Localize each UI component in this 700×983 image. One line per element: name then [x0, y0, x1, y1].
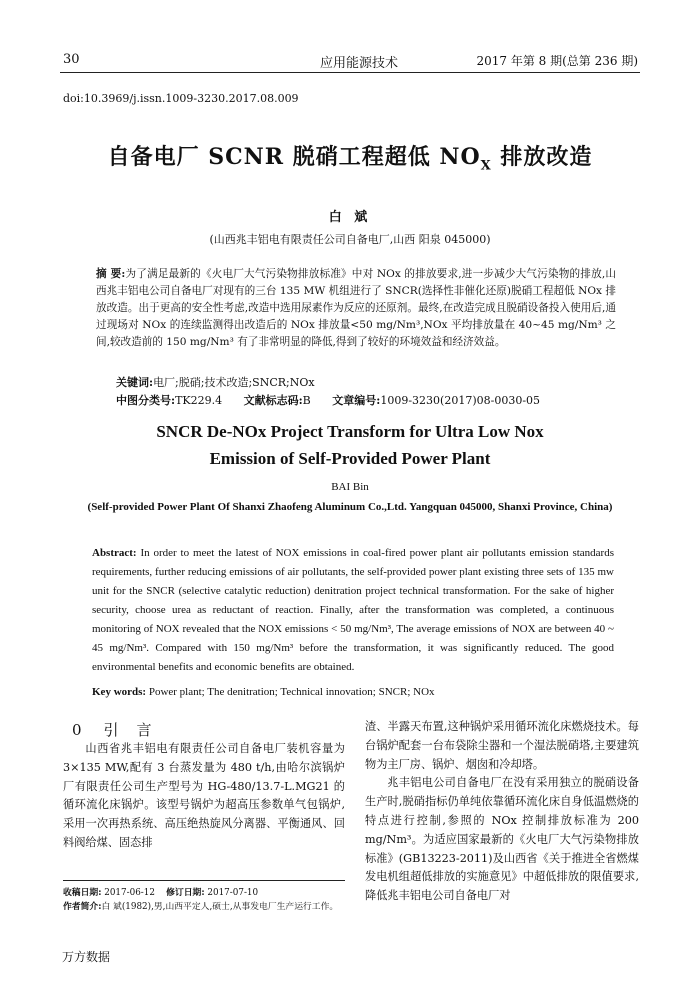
title-en-line2: Emission of Self-Provided Power Plant — [209, 449, 491, 468]
footnote-dates — [63, 886, 353, 900]
title-cn-before: 自备电厂 SCNR 脱硝工程超低 NO — [107, 144, 481, 170]
keywords-en-text: Power plant; The denitration; Technical innovation; SNCR; NOx — [148, 686, 435, 698]
doc-label: 文献标志码: — [243, 394, 303, 407]
article-label: 文章编号: — [332, 394, 381, 407]
abstract-cn-text: 为了满足最新的《火电厂大气污染物排放标准》中对 NOx 的排放要求,进一步减少大气污染物的排放,山西兆丰铝电公司自备电厂对现有的三台 135 MW 机组进行了 SNCR(选择性非催化还原)脱硝工程超低 NOx 排放改造。出于更高的安全性考虑,改造中选用尿素作为反应的还原剂。最终,在改造完成且脱硝设备投入使用后,通过现场对 NOx 的连续监测得出改造后的 NOx 排放量<50 mg/Nm³,NOx 平均排放量在 40~45 mg/Nm³ 之间,较改造前的 150 mg/Nm³ 有了非常明显的降低,得到了较好的环境效益和经济效益。 — [96, 268, 616, 348]
title-cn-subscript: X — [480, 158, 492, 174]
title-chinese — [0, 140, 700, 173]
author-chinese: 白 斌 — [328, 210, 372, 225]
affiliation-english: (Self-provided Power Plant Of Shanxi Zhaofeng Aluminum Co.,Ltd. Yangquan 045000, Shanxi Province, China) — [87, 501, 613, 513]
keywords-en-label: Key words: — [92, 686, 147, 698]
title-english — [0, 418, 700, 472]
keywords-english — [92, 686, 435, 698]
body-paragraph: 渣、半露天布置,这种锅炉采用循环流化床燃烧技术。每台锅炉配套一台布袋除尘器和一个湿法脱硝塔,主要建筑物为主厂房、锅炉、烟囱和冷却塔。 — [365, 720, 639, 771]
body-right-column — [365, 718, 639, 906]
clc-value: TK229.4 — [175, 394, 223, 407]
abstract-cn-label: 摘 要: — [96, 268, 126, 280]
header-rule — [60, 72, 640, 73]
title-cn-after: 排放改造 — [491, 144, 593, 170]
classification-line — [116, 392, 616, 408]
abstract-en-label: Abstract: — [92, 547, 137, 559]
received-date: 2017-06-12 — [104, 888, 155, 898]
section-title: 引言 — [103, 721, 170, 739]
author-english: BAI Bin — [331, 481, 369, 493]
abstract-english — [92, 544, 614, 677]
bio-text: 白 斌(1982),男,山西平定人,硕士,从事发电厂生产运行工作。 — [101, 902, 339, 912]
article-value: 1009-3230(2017)08-0030-05 — [380, 394, 541, 407]
footnote-rule — [63, 880, 345, 881]
revised-label: 修订日期: — [166, 888, 205, 898]
abstract-en-text: In order to meet the latest of NOX emissions in coal-fired power plant air pollutants emission standards requirements, further reducing emissions of air pollutants, the self-provided power plant existing three sets of 135 mw unit for the SNCR (selective catalytic reduction) denitration project technical transformation. For the sake of higher security, choose urea as reductant of reaction. Finally, after the transformation was completed, a continuous monitoring of NOX revealed that the NOX emissions < 50 mg/Nm³, The average emissions of NOX are between 40 ~ 45 mg/Nm³. Compared with 150 mg/Nm³ before the transformation, it was significantly reduced. The good environmental benefits and economic benefits are obtained. — [92, 547, 614, 673]
watermark: 万方数据 — [62, 950, 111, 964]
issue-info: 2017 年第 8 期(总第 236 期) — [476, 54, 638, 68]
page-number: 30 — [63, 52, 80, 67]
revised-date: 2017-07-10 — [207, 888, 259, 898]
article-number — [332, 392, 540, 408]
journal-name: 应用能源技术 — [320, 56, 399, 71]
section-heading-introduction — [72, 719, 170, 740]
clc-number — [116, 392, 222, 408]
document-code — [244, 392, 311, 408]
doi[interactable]: doi:10.3969/j.issn.1009-3230.2017.08.009 — [63, 92, 299, 105]
keywords-cn-text: 电厂;脱硝;技术改造;SNCR;NOx — [153, 376, 315, 389]
body-paragraph: 山西省兆丰铝电有限责任公司自备电厂装机容量为 3×135 MW,配有 3 台蒸发量为 480 t/h,由哈尔滨锅炉厂有限责任公司生产型号为 HG-480/13.7-L.MG21 的循环流化床锅炉。该型号锅炉为超高压参数单气包锅炉,采用一次再热系统、高压绝热旋风分离器、平衡通风、回料阀给煤、固态排 — [63, 742, 345, 849]
title-en-line1: SNCR De-NOx Project Transform for Ultra Low Nox — [156, 422, 544, 441]
received-label: 收稿日期: — [63, 888, 102, 898]
footnote-author-bio — [63, 900, 353, 914]
clc-label: 中图分类号: — [116, 394, 176, 407]
abstract-chinese — [96, 266, 616, 351]
keywords-cn-label: 关键词: — [116, 376, 154, 389]
keywords-chinese — [116, 374, 315, 390]
bio-label: 作者简介: — [63, 902, 102, 912]
doc-value: B — [302, 394, 311, 407]
section-number: 0 — [72, 721, 82, 739]
affiliation-chinese: (山西兆丰铝电有限责任公司自备电厂,山西 阳泉 045000) — [209, 233, 491, 246]
body-left-column — [63, 740, 345, 853]
body-paragraph: 兆丰铝电公司自备电厂在没有采用独立的脱硝设备生产时,脱硝指标仍单纯依靠循环流化床自身低温燃烧的特点进行控制,参照的 NOx 控制排放标准为 200 mg/Nm³。为适应国家最新的《火电厂大气污染物排放标准》(GB13223-2011)及山西省《关于推进全省燃煤发电机组超低排放的实施意见》中超低排放的限值要求,降低兆丰铝电公司自备电厂对 — [365, 776, 639, 903]
